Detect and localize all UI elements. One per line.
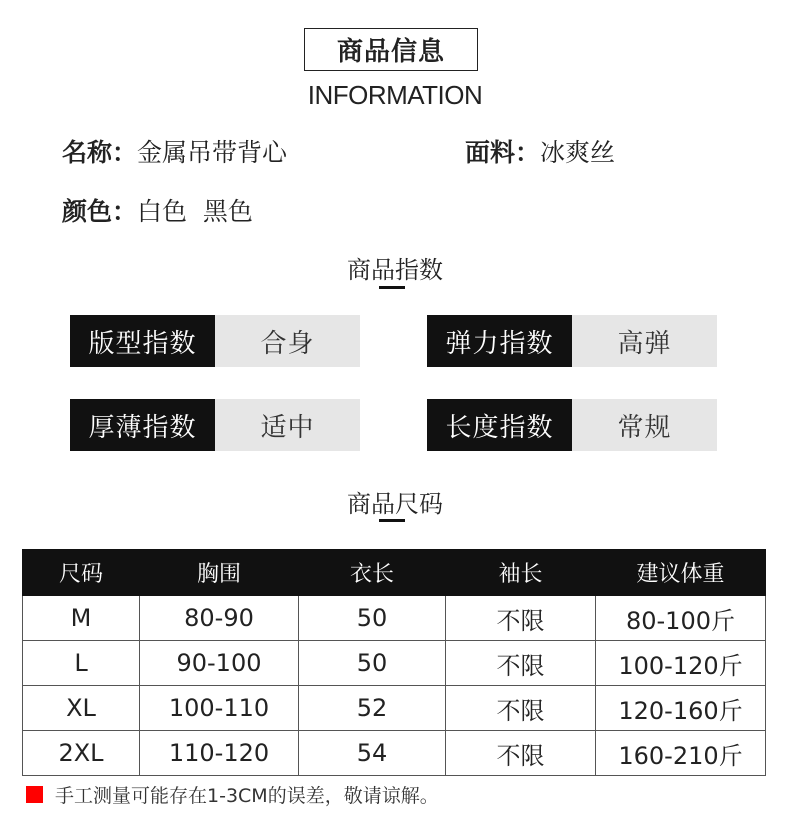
measurement-note: [26, 781, 439, 808]
indices-title: 商品指数: [347, 256, 443, 284]
index-fit: [70, 315, 360, 367]
measurement-note-text: 手工测量可能存在1-3CM的误差，敬请谅解。: [55, 785, 439, 807]
col-header-length: 衣长: [299, 550, 446, 596]
cell-length: 52: [299, 686, 446, 731]
index-thickness: [70, 399, 360, 451]
index-elasticity-value: 高弹: [572, 315, 717, 367]
index-thickness-value: 适中: [215, 399, 360, 451]
table-row: [23, 641, 766, 686]
info-color: [62, 192, 253, 228]
info-name-label: 名称：: [62, 138, 138, 167]
index-thickness-key: 厚薄指数: [70, 399, 215, 451]
page-title: 商品信息: [304, 28, 478, 71]
page-subtitle: INFORMATION: [307, 80, 483, 110]
cell-sleeve: 不限: [446, 596, 596, 641]
info-fabric: [465, 133, 615, 169]
cell-sleeve: 不限: [446, 731, 596, 776]
cell-chest: 110-120: [140, 731, 299, 776]
index-elasticity-key: 弹力指数: [427, 315, 572, 367]
indices-title-underline: [379, 286, 405, 289]
cell-sleeve: 不限: [446, 641, 596, 686]
col-header-chest: 胸围: [140, 550, 299, 596]
info-fabric-label: 面料：: [465, 138, 541, 167]
col-header-weight: 建议体重: [596, 550, 766, 596]
index-length-key: 长度指数: [427, 399, 572, 451]
cell-chest: 90-100: [140, 641, 299, 686]
table-row: [23, 686, 766, 731]
cell-size: XL: [23, 686, 140, 731]
table-row: [23, 731, 766, 776]
cell-chest: 100-110: [140, 686, 299, 731]
cell-weight: 100-120斤: [596, 641, 766, 686]
info-color-value: 白色 黑色: [137, 197, 253, 226]
cell-length: 54: [299, 731, 446, 776]
index-length: [427, 399, 717, 451]
cell-chest: 80-90: [140, 596, 299, 641]
info-color-label: 颜色：: [62, 197, 138, 226]
cell-size: L: [23, 641, 140, 686]
index-fit-value: 合身: [215, 315, 360, 367]
index-length-value: 常规: [572, 399, 717, 451]
table-row: [23, 596, 766, 641]
info-name: [62, 133, 287, 169]
cell-length: 50: [299, 641, 446, 686]
cell-length: 50: [299, 596, 446, 641]
col-header-sleeve: 袖长: [446, 550, 596, 596]
size-table: [22, 549, 766, 776]
cell-size: M: [23, 596, 140, 641]
info-fabric-value: 冰爽丝: [540, 138, 616, 167]
index-fit-key: 版型指数: [70, 315, 215, 367]
info-name-value: 金属吊带背心: [137, 138, 288, 167]
index-elasticity: [427, 315, 717, 367]
cell-weight: 160-210斤: [596, 731, 766, 776]
cell-size: 2XL: [23, 731, 140, 776]
cell-weight: 120-160斤: [596, 686, 766, 731]
cell-sleeve: 不限: [446, 686, 596, 731]
size-chart-title: 商品尺码: [347, 490, 443, 518]
cell-weight: 80-100斤: [596, 596, 766, 641]
size-table-header: [23, 550, 766, 596]
size-chart-title-underline: [379, 519, 405, 522]
col-header-size: 尺码: [23, 550, 140, 596]
red-square-icon: [26, 786, 43, 803]
